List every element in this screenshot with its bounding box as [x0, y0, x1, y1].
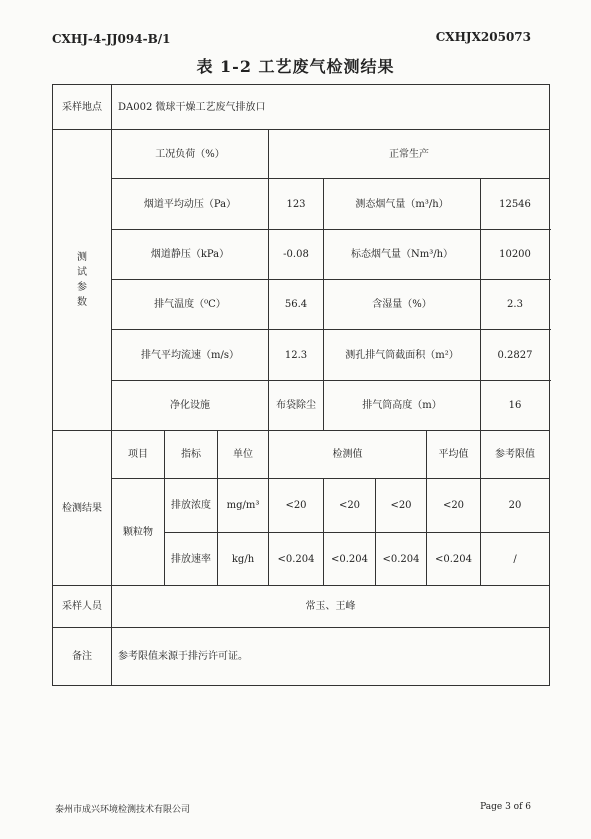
measured-flow-value: 12546	[481, 179, 550, 230]
moisture-label: 含湿量（%）	[324, 280, 481, 330]
flue-static-pressure-value: -0.08	[269, 230, 324, 280]
flue-static-pressure-label: 烟道静压（kPa）	[112, 230, 269, 280]
document-code-right: CXHJX205073	[435, 30, 531, 44]
results-header-average: 平均值	[427, 431, 481, 479]
load-row	[53, 130, 550, 179]
exhaust-temp-value: 56.4	[269, 280, 324, 330]
average-cell: <0.204	[427, 533, 481, 586]
velocity-value: 12.3	[269, 330, 324, 381]
value-cell: <20	[269, 479, 324, 533]
unit-cell: kg/h	[218, 533, 269, 586]
sampling-location-label: 采样地点	[53, 85, 112, 130]
footer-company: 泰州市成兴环境检测技术有限公司	[55, 805, 191, 815]
indicator-cell: 排放浓度	[165, 479, 218, 533]
value-cell: <0.204	[269, 533, 324, 586]
results-header-row	[53, 431, 550, 479]
limit-cell: /	[481, 533, 550, 586]
stack-height-label: 排气筒高度（m）	[324, 381, 481, 431]
results-header-limit: 参考限值	[481, 431, 550, 479]
value-cell: <0.204	[376, 533, 427, 586]
velocity-row	[53, 330, 550, 381]
sampler-row	[53, 586, 550, 628]
results-header-item: 项目	[112, 431, 165, 479]
indicator-cell: 排放速率	[165, 533, 218, 586]
results-header-indicator: 指标	[165, 431, 218, 479]
purification-row	[53, 381, 550, 431]
stack-height-value: 16	[481, 381, 550, 431]
load-label: 工况负荷（%）	[112, 130, 269, 179]
standard-flow-value: 10200	[481, 230, 550, 280]
unit-cell: mg/m³	[218, 479, 269, 533]
value-cell: <20	[324, 479, 376, 533]
document-code-left: CXHJ-4-JJ094-B/1	[52, 32, 171, 46]
dynamic-pressure-row	[53, 179, 550, 230]
sampling-location-value: DA002 微球干燥工艺废气排放口	[112, 85, 550, 130]
results-label: 检测结果	[53, 431, 112, 586]
emission-concentration-row	[53, 479, 550, 533]
remarks-label: 备注	[53, 628, 112, 686]
static-pressure-row	[53, 230, 550, 280]
exhaust-temp-label: 排气温度（⁰C）	[112, 280, 269, 330]
table-title: 表 1-2 工艺废气检测结果	[196, 57, 395, 76]
value-cell: <0.204	[324, 533, 376, 586]
remarks-value: 参考限值来源于排污许可证。	[112, 628, 550, 686]
flue-dynamic-pressure-label: 烟道平均动压（Pa）	[112, 179, 269, 230]
exhaust-gas-results-table	[52, 84, 550, 686]
results-header-values: 检测值	[269, 431, 427, 479]
exhaust-temp-row	[53, 280, 550, 330]
footer-page-number: Page 3 of 6	[480, 802, 531, 812]
results-item: 颗粒物	[112, 479, 165, 586]
sampler-label: 采样人员	[53, 586, 112, 628]
test-params-label: 测试参数	[77, 252, 87, 308]
cross-section-label: 测孔排气筒截面积（m²）	[324, 330, 481, 381]
remarks-row	[53, 628, 550, 686]
measured-flow-label: 测态烟气量（m³/h）	[324, 179, 481, 230]
purification-value: 布袋除尘	[269, 381, 324, 431]
load-value: 正常生产	[269, 130, 550, 179]
value-cell: <20	[376, 479, 427, 533]
sampling-location-row	[53, 85, 550, 130]
standard-flow-label: 标态烟气量（Nm³/h）	[324, 230, 481, 280]
limit-cell: 20	[481, 479, 550, 533]
average-cell: <20	[427, 479, 481, 533]
test-params-label-cell	[53, 130, 112, 431]
velocity-label: 排气平均流速（m/s）	[112, 330, 269, 381]
cross-section-value: 0.2827	[481, 330, 550, 381]
flue-dynamic-pressure-value: 123	[269, 179, 324, 230]
sampler-value: 常玉、王峰	[112, 586, 550, 628]
purification-label: 净化设施	[112, 381, 269, 431]
moisture-value: 2.3	[481, 280, 550, 330]
results-header-unit: 单位	[218, 431, 269, 479]
